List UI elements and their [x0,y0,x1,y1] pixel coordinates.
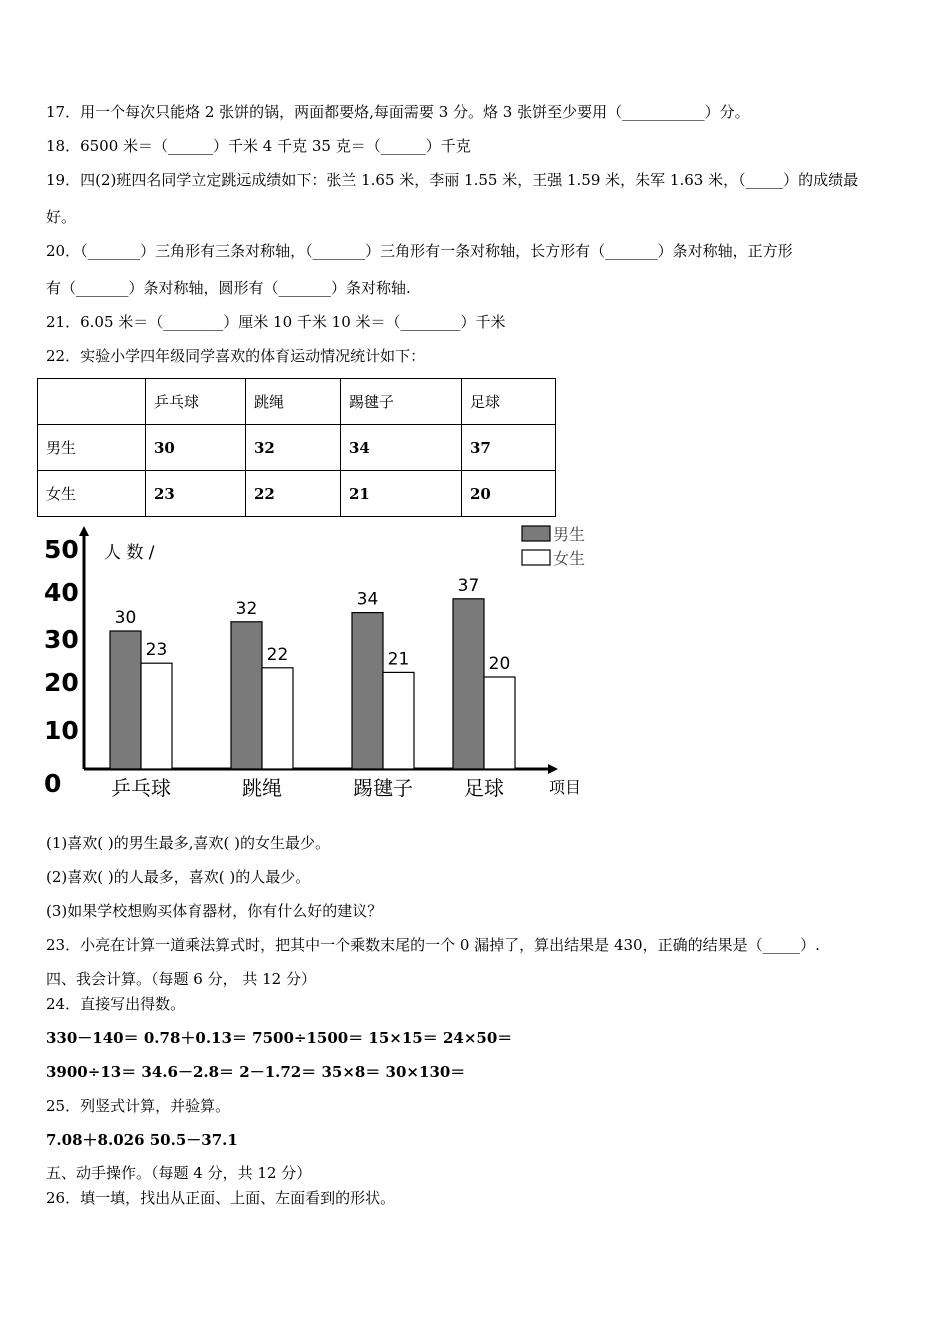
section-4-heading: 四、我会计算。（每题 6 分， 共 12 分） [46,970,316,988]
data-label: 30 [114,608,137,628]
data-label: 20 [488,654,511,674]
y-axis-arrow [79,526,89,536]
x-tick-label: 踢毽子 [353,776,413,800]
y-axis-label: 人 数 / [104,543,155,563]
y-tick-label: 50 [44,535,79,564]
table-header-row [38,379,556,425]
table-row [38,425,556,471]
legend-label: 女生 [553,549,586,568]
bar-boys [352,613,383,769]
question-21: 21．6.05 米＝（________）厘米 10 千米 10 米＝（________）千米 [46,313,506,331]
legend-swatch [522,526,550,541]
calc-row-1: 330－140＝ 0.78＋0.13＝ 7500÷1500＝ 15×15＝ 24×50＝ [46,1029,513,1047]
y-tick-label: 40 [44,578,79,607]
calc-row-3: 7.08＋8.026 50.5－37.1 [46,1131,238,1149]
x-axis-arrow [548,764,558,774]
data-label: 23 [145,640,168,661]
bar-girls [262,668,293,769]
table-row [38,471,556,517]
y-tick-label: 30 [44,625,79,654]
bar-boys [110,631,141,769]
question-20-line1: 20．（_______）三角形有三条对称轴，（_______）三角形有一条对称轴，长方形有（_______）条对称轴，正方形 [46,242,793,260]
question-19-line2: 好。 [46,208,77,226]
x-tick-label: 足球 [464,776,504,800]
table-cell: 37 [462,425,556,471]
table-header-cell: 足球 [462,379,556,425]
table-row-label: 女生 [38,471,146,517]
question-18: 18．6500 米＝（______）千米 4 千克 35 克＝（______）千克 [46,137,471,155]
bar-boys [453,599,484,769]
x-tick-label: 乒乓球 [111,776,171,800]
table-cell: 20 [462,471,556,517]
bar-boys [231,622,262,769]
legend-label: 男生 [553,525,586,544]
question-20-line2: 有（_______）条对称轴，圆形有（_______）条对称轴. [46,279,411,297]
question-17: 17．用一个每次只能烙 2 张饼的锅，两面都要烙,每面需要 3 分。烙 3 张饼至少要用（___________）分。 [46,103,750,121]
legend-swatch [522,550,550,565]
bar-chart [30,518,600,808]
data-label: 32 [235,598,258,619]
question-22-part3: (3)如果学校想购买体育器材，你有什么好的建议？ [46,902,383,920]
table-cell: 21 [341,471,462,517]
x-tick-label: 跳绳 [242,776,282,800]
question-26: 26．填一填，找出从正面、上面、左面看到的形状。 [46,1189,396,1207]
table-cell: 34 [341,425,462,471]
calc-row-2: 3900÷13＝ 34.6－2.8＝ 2－1.72＝ 35×8＝ 30×130＝ [46,1063,466,1081]
data-label: 22 [266,644,289,665]
data-label: 34 [356,589,379,610]
question-19-line1: 19．四(2)班四名同学立定跳远成绩如下：张兰 1.65 米，李丽 1.55 米，王强 1.59 米，朱军 1.63 米，（_____）的成绩最 [46,171,859,189]
x-axis-label: 项目 [549,778,582,797]
data-label: 21 [387,649,410,670]
table-cell: 30 [146,425,246,471]
question-23: 23．小亮在计算一道乘法算式时，把其中一个乘数末尾的一个 0 漏掉了，算出结果是 430，正确的结果是（_____）. [46,936,820,954]
y-tick-label: 0 [44,769,62,798]
bar-girls [484,677,515,769]
data-label: 37 [457,575,480,596]
table-cell: 22 [246,471,341,517]
table-header-cell: 乒乓球 [146,379,246,425]
question-22: 22．实验小学四年级同学喜欢的体育运动情况统计如下： [46,347,426,365]
question-22-part1: (1)喜欢( )的男生最多,喜欢( )的女生最少。 [46,834,330,852]
question-24: 24．直接写出得数。 [46,995,186,1013]
bar-girls [383,672,414,769]
table-cell: 23 [146,471,246,517]
table-header-cell [38,379,146,425]
table-row-label: 男生 [38,425,146,471]
question-22-part2: (2)喜欢( )的人最多，喜欢( )的人最少。 [46,868,311,886]
bar-girls [141,663,172,769]
table-header-cell: 踢毽子 [341,379,462,425]
table-cell: 32 [246,425,341,471]
stats-table [37,378,556,517]
question-25: 25．列竖式计算，并验算。 [46,1097,231,1115]
y-tick-label: 20 [44,668,79,697]
section-5-heading: 五、动手操作。（每题 4 分，共 12 分） [46,1164,312,1182]
y-tick-label: 10 [44,716,79,745]
table-header-cell: 跳绳 [246,379,341,425]
